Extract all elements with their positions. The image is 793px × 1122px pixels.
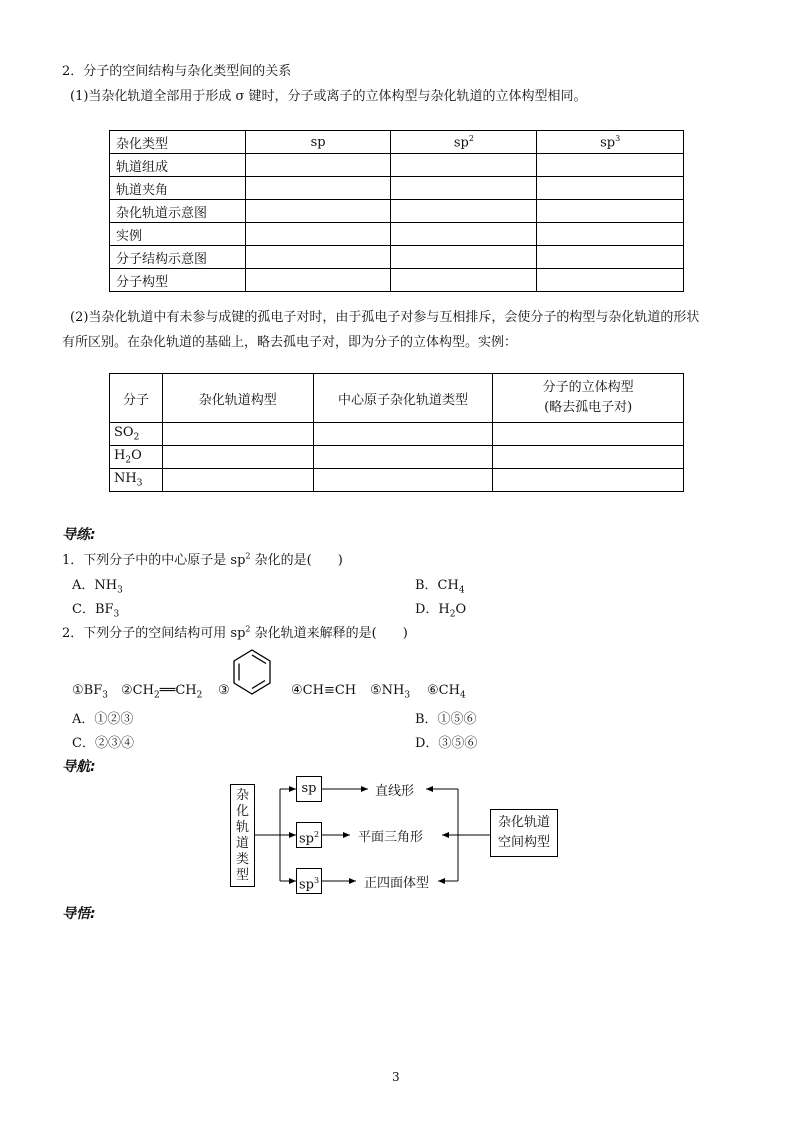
table-cell: $SO_2$ [110,423,163,446]
table-cell: 轨道夹角 [110,177,246,200]
nav-heading: 导航: [62,759,96,775]
q1-option-d: D．$H_2O$ [415,602,467,620]
shape-trigonal-planar: 平面三角形 [358,830,424,845]
shape-linear: 直线形 [375,784,415,799]
table-cell: 杂化轨道示意图 [110,200,246,223]
paragraph-1: (1)当杂化轨道全部用于形成 σ 键时，分子或离子的立体构型与杂化轨道的立体构型相同。 [70,89,587,104]
q2-item-6: $⑥CH_4$ [427,683,466,701]
enlighten-heading: 导悟: [62,906,96,922]
paragraph-2-line1: (2)当杂化轨道中有未参与成键的孤电子对时，由于孤电子对参与互相排斥，会使分子的构型与杂化轨道的形状 [70,310,700,325]
table-cell: $H_2O$ [110,446,163,469]
table-cell: 轨道组成 [110,154,246,177]
q2-item-5: $⑤NH_3$ [370,683,411,701]
table-cell: 实例 [110,223,246,246]
table-cell: 中心原子杂化轨道类型 [313,374,493,423]
sp3-type-box: $sp^3$ [296,868,322,894]
sp-type-box: sp [296,776,322,802]
q2-item-3: ③ [218,683,230,698]
q2-item-1: $①BF_3$ [72,683,108,701]
q2-item-4: ④CH≡CH [291,683,357,698]
spatial-shape-box: 杂化轨道 空间构型 [490,809,558,857]
q2-item-2: $②CH_2══CH_2$ [121,683,203,701]
q1-option-b: B．$CH_4$ [415,578,465,596]
q2-option-c: C．②③④ [72,736,134,751]
table-cell: 分子构型 [110,269,246,292]
table-cell: 杂化轨道构型 [162,374,313,423]
section-title: 2．分子的空间结构与杂化类型间的关系 [62,64,292,79]
table-cell: $NH_3$ [110,469,163,492]
table-cell: $sp^3$ [537,131,684,154]
question-2-stem: 2．下列分子的空间结构可用 $sp^2$ 杂化轨道来解释的是( ) [62,624,408,641]
practice-heading: 导练: [62,527,96,543]
table-cell: 分子结构示意图 [110,246,246,269]
q1-option-a: A．$NH_3$ [72,578,123,596]
q1-option-c: C．$BF_3$ [72,602,120,620]
paragraph-2-line2: 有所区别。在杂化轨道的基础上，略去孤电子对，即为分子的立体构型。实例： [62,335,518,350]
table-cell: sp [245,131,391,154]
hybrid-type-box: 杂 化 轨 道 类 型 [230,784,255,887]
page-number: 3 [392,1070,400,1084]
shape-tetrahedral: 正四面体型 [364,876,430,891]
table-cell: 杂化类型 [110,131,246,154]
question-1-stem: 1．下列分子中的中心原子是 $sp^2$ 杂化的是( ) [62,551,343,568]
table-cell: 分子 [110,374,163,423]
sp2-type-box: $sp^2$ [296,822,322,848]
table-cell: 分子的立体构型 (略去孤电子对) [493,374,684,423]
q2-option-d: D．③⑤⑥ [415,736,478,751]
table-cell: $sp^2$ [391,131,537,154]
q2-option-a: A．①②③ [72,712,134,727]
q2-option-b: B．①⑤⑥ [415,712,477,727]
